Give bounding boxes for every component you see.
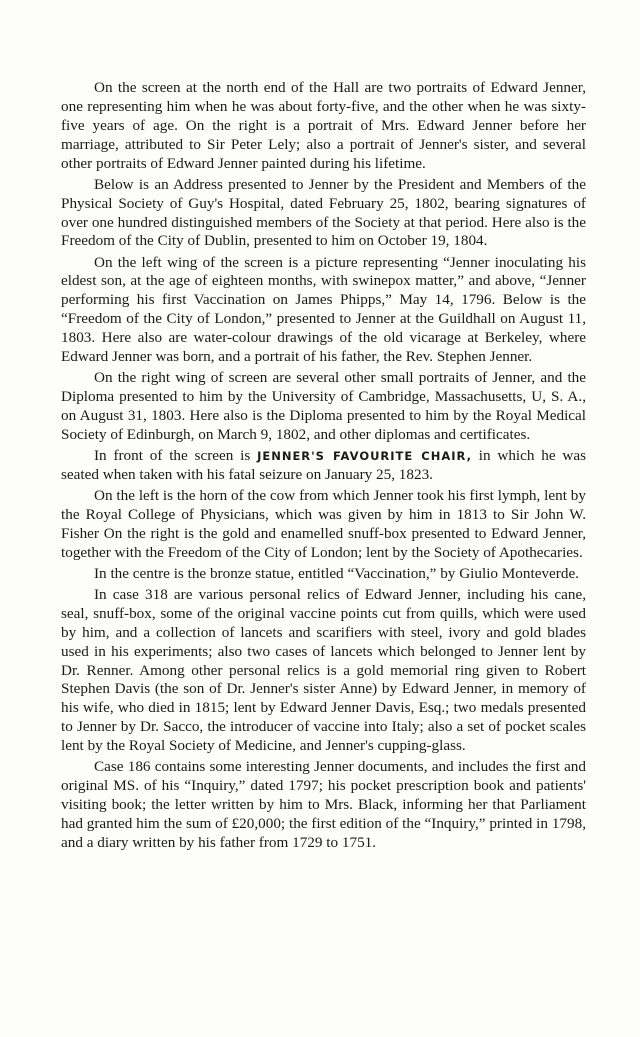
paragraph-portraits: On the screen at the north end of the Hall are two portraits of Edward Jenner, one representing him when he was about forty-five, and the other when he was sixty-five years of age. On the right is a portrait of Mrs. Edward Jenner before her marriage, attributed to Sir Peter Lely; also a portrait of Jenner's sister, and several other portraits of Edward Jenner painted during his lifetime.	[61, 79, 586, 172]
paragraph-right-wing: On the right wing of screen are several other small portraits of Jenner, and the Diploma presented to him by the University of Cambridge, Massachusetts, U, S. A., on August 31, 1803. Here also is the Diploma presented to him by the Royal Medical Society of Edinburgh, on March 9, 1802, and other diplomas and certificates.	[61, 369, 586, 443]
paragraph-statue: In the centre is the bronze statue, entitled “Vaccination,” by Giulio Monteverde.	[94, 564, 579, 582]
body-text	[61, 79, 586, 855]
chair-rest-text: in which he was seated when taken with his fatal seizure on January 25, 1823.	[61, 446, 587, 483]
chair-intro-text: In front of the screen is	[94, 446, 258, 464]
chair-heading: JENNER'S FAVOURITE CHAIR,	[257, 448, 472, 463]
paragraph-cow-horn: On the left is the horn of the cow from which Jenner took his first lymph, lent by the Royal College of Physicians, which was given by him in 1813 to Sir John W. Fisher On the right is the gold and enamelled snuff-box presented to Edward Jenner, together with the Freedom of the City of London; lent by the Society of Apothecaries.	[61, 486, 586, 561]
paragraph-left-wing: On the left wing of the screen is a picture representing “Jenner inoculating his eldest son, at the age of eighteen months, with swinepox matter,” and above, “Jenner performing his first Vaccination on James Phipps,” May 14, 1796. Below is the “Freedom of the City of London,” presented to Jenner at the Guildhall on August 11, 1803. Here also are water-colour drawings of the old vicarage at Berkeley, where Edward Jenner was born, and a portrait of his father, the Rev. Stephen Jenner.	[61, 253, 586, 366]
paragraph-case-186: Case 186 contains some interesting Jenner documents, and includes the first and original MS. of his “Inquiry,” dated 1797; his pocket prescription book and patients' visiting book; the letter written by him to Mrs. Black, informing her that Parliament had granted him the sum of £20,000; the first edition of the “Inquiry,” printed in 1798, and a diary written by his father from 1729 to 1751.	[61, 758, 586, 851]
paragraph-favourite-chair	[61, 447, 586, 485]
paragraph-case-318: In case 318 are various personal relics of Edward Jenner, including his cane, seal, snuff-box, some of the original vaccine points cut from quills, which were used by him, and a collection of lancets and scarifiers with steel, ivory and gold blades used in his experiments; also two cases of lancets which belonged to Jenner lent by Dr. Renner. Among other personal relics is a gold memorial ring given to Robert Stephen Davis (the son of Dr. Jenner's sister Anne) by Edward Jenner, in memory of his wife, who died in 1815; lent by Edward Jenner Davis, Esq.; two medals presented to Jenner by Dr. Sacco, the introducer of vaccine into Italy; also a set of pocket scales lent by the Royal Society of Medicine, and Jenner's cupping-glass.	[61, 585, 586, 755]
paragraph-address: Below is an Address presented to Jenner by the President and Members of the Physical Society of Guy's Hospital, dated February 25, 1802, bearing signatures of over one hundred distinguished members of the Society at that period. Here also is the Freedom of the City of Dublin, presented to him on October 19, 1804.	[61, 175, 586, 250]
